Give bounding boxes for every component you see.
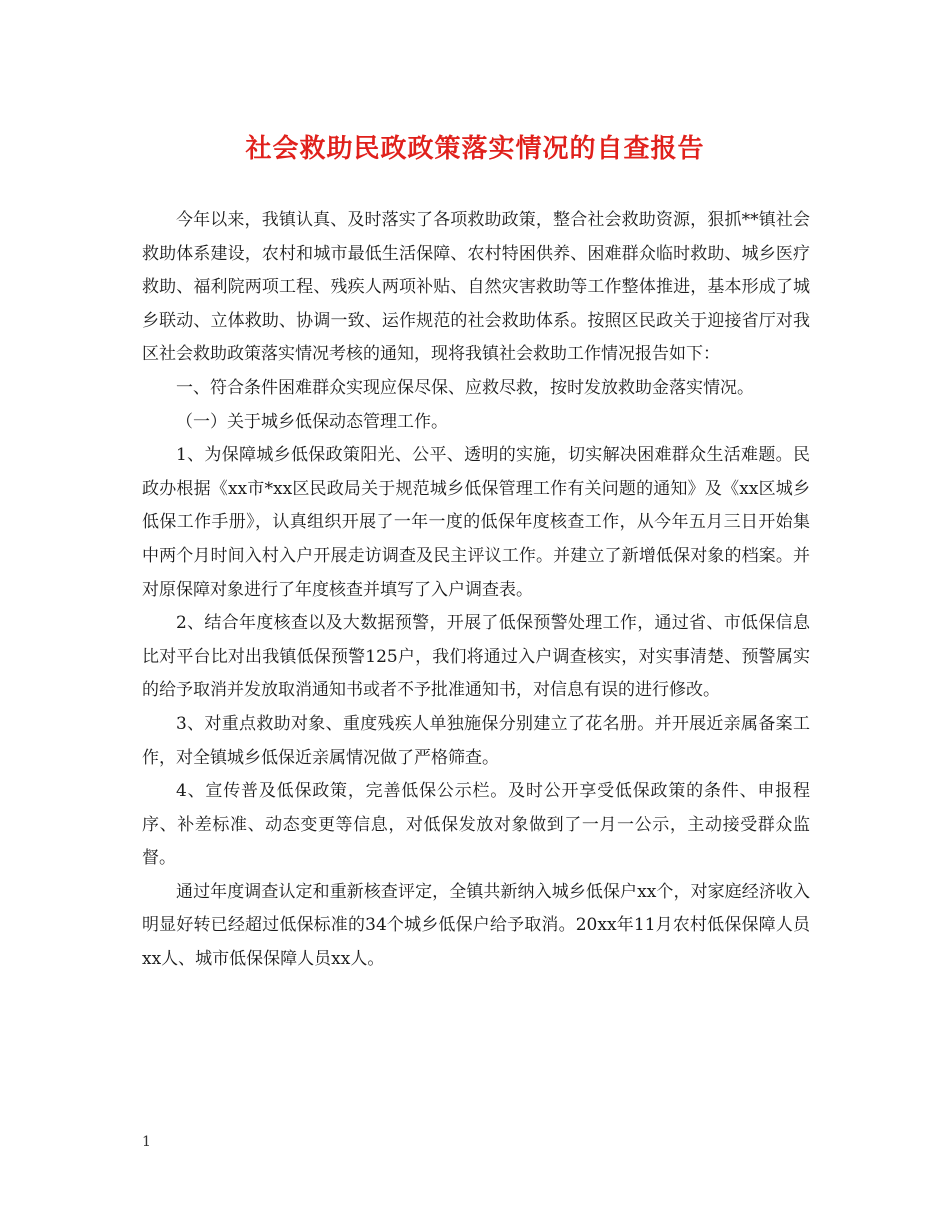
page-number: 1: [142, 1134, 151, 1150]
paragraph-section-1-heading: 一、符合条件困难群众实现应保尽保、应救尽救，按时发放救助金落实情况。: [176, 377, 754, 398]
paragraph-summary: 通过年度调查认定和重新核查评定，全镇共新纳入城乡低保户xx个，对家庭经济收入明显好转已经超过低保标准的34个城乡低保户给予取消。20xx年11月农村低保保障人员xx人、城市低保保障人员xx人。: [142, 881, 810, 970]
document-body: [142, 204, 810, 977]
paragraph-item-4: 4、宣传普及低保政策，完善低保公示栏。及时公开享受低保政策的条件、申报程序、补差标准、动态变更等信息，对低保发放对象做到了一月一公示，主动接受群众监督。: [142, 781, 810, 869]
paragraph-item-3: 3、对重点救助对象、重度残疾人单独施保分别建立了花名册。并开展近亲属备案工作，对全镇城乡低保近亲属情况做了严格筛查。: [142, 713, 810, 768]
document-title: 社会救助民政政策落实情况的自查报告: [245, 134, 705, 164]
paragraph-item-2: 2、结合年度核查以及大数据预警，开展了低保预警处理工作，通过省、市低保信息比对平台比对出我镇低保预警125户，我们将通过入户调查核实，对实事清楚、预警属实的给予取消并发放取消通知书或者不予批准通知书，对信息有误的进行修改。: [142, 613, 810, 701]
paragraph-subsection-heading: （一）关于城乡低保动态管理工作。: [176, 411, 448, 432]
paragraph-item-1: 1、为保障城乡低保政策阳光、公平、透明的实施，切实解决困难群众生活难题。民政办根据《xx市*xx区民政局关于规范城乡低保管理工作有关问题的通知》及《xx区城乡低保工作手册》，认真组织开展了一年一度的低保年度核查工作，从今年五月三日开始集中两个月时间入村入户开展走访调查及民主评议工作。并建立了新增低保对象的档案。并对原保障对象进行了年度核查并填写了入户调查表。: [142, 445, 810, 600]
paragraph-intro: 今年以来，我镇认真、及时落实了各项救助政策，整合社会救助资源，狠抓**镇社会救助体系建设，农村和城市最低生活保障、农村特困供养、困难群众临时救助、城乡医疗救助、福利院两项工程、残疾人两项补贴、自然灾害救助等工作整体推进，基本形成了城乡联动、立体救助、协调一致、运作规范的社会救助体系。按照区民政关于迎接省厅对我区社会救助政策落实情况考核的通知，现将我镇社会救助工作情况报告如下：: [142, 210, 810, 365]
